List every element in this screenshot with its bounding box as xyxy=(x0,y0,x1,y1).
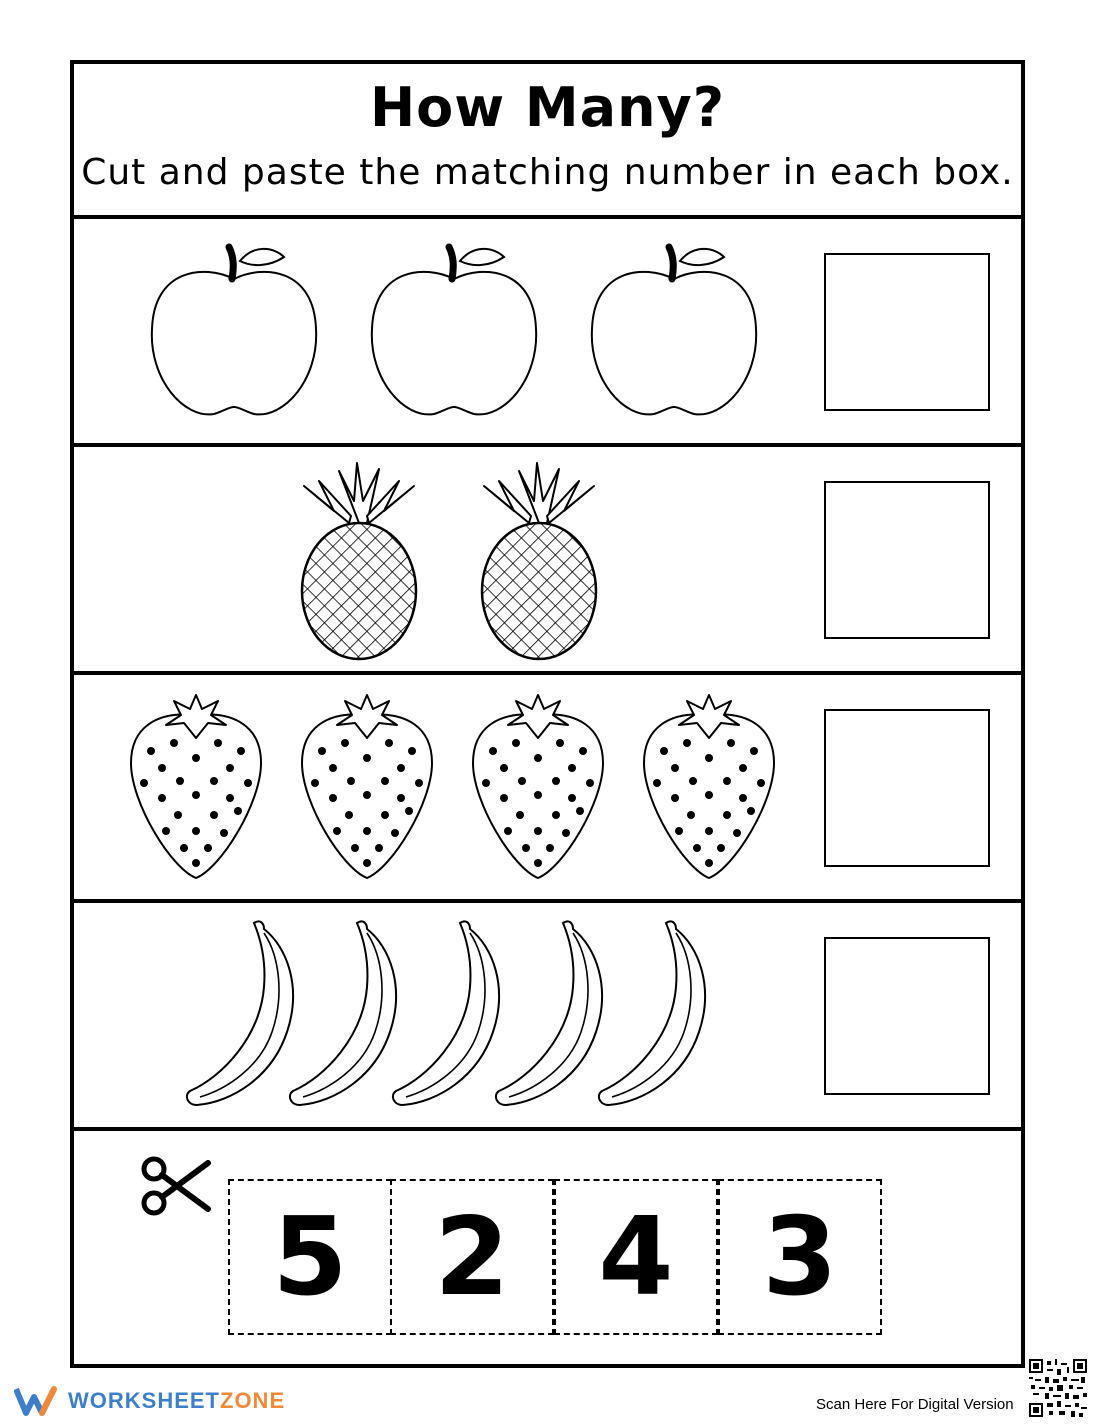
row-apples xyxy=(74,219,1021,447)
answer-box[interactable] xyxy=(824,481,990,639)
worksheet-title: How Many? xyxy=(369,76,726,139)
brand-name-part1: WORKSHEET xyxy=(68,1388,220,1413)
strawberry-icon xyxy=(639,693,779,883)
worksheet-header xyxy=(74,64,1021,219)
banana-icon xyxy=(594,917,719,1109)
answer-box[interactable] xyxy=(824,937,990,1095)
number-card[interactable]: 5 xyxy=(228,1179,392,1335)
pineapple-icon xyxy=(479,461,599,661)
answer-box[interactable] xyxy=(824,709,990,867)
strawberry-icon xyxy=(468,693,608,883)
apple-icon xyxy=(364,239,544,429)
pineapple-icon xyxy=(299,461,419,661)
scissors-icon xyxy=(140,1155,212,1217)
brand-name-part2: ZONE xyxy=(220,1388,286,1413)
row-pineapples xyxy=(74,447,1021,675)
worksheetzone-logo[interactable] xyxy=(14,1384,285,1418)
number-card[interactable]: 3 xyxy=(718,1179,882,1335)
number-card[interactable]: 4 xyxy=(554,1179,718,1335)
cut-out-numbers xyxy=(74,1135,1021,1368)
worksheet-sheet xyxy=(70,60,1025,1368)
apple-icon xyxy=(584,239,764,429)
scan-here-text: Scan Here For Digital Version xyxy=(816,1396,1014,1413)
worksheet-instructions: Cut and paste the matching number in each box. xyxy=(81,152,1014,193)
number-card[interactable]: 2 xyxy=(390,1179,554,1335)
row-bananas xyxy=(74,903,1021,1131)
worksheetzone-logo-icon xyxy=(14,1385,60,1417)
answer-box[interactable] xyxy=(824,253,990,411)
strawberry-icon xyxy=(126,693,266,883)
row-strawberries xyxy=(74,675,1021,903)
qr-code-icon[interactable] xyxy=(1029,1359,1087,1417)
apple-icon xyxy=(144,239,324,429)
brand-name xyxy=(68,1388,285,1414)
strawberry-icon xyxy=(297,693,437,883)
